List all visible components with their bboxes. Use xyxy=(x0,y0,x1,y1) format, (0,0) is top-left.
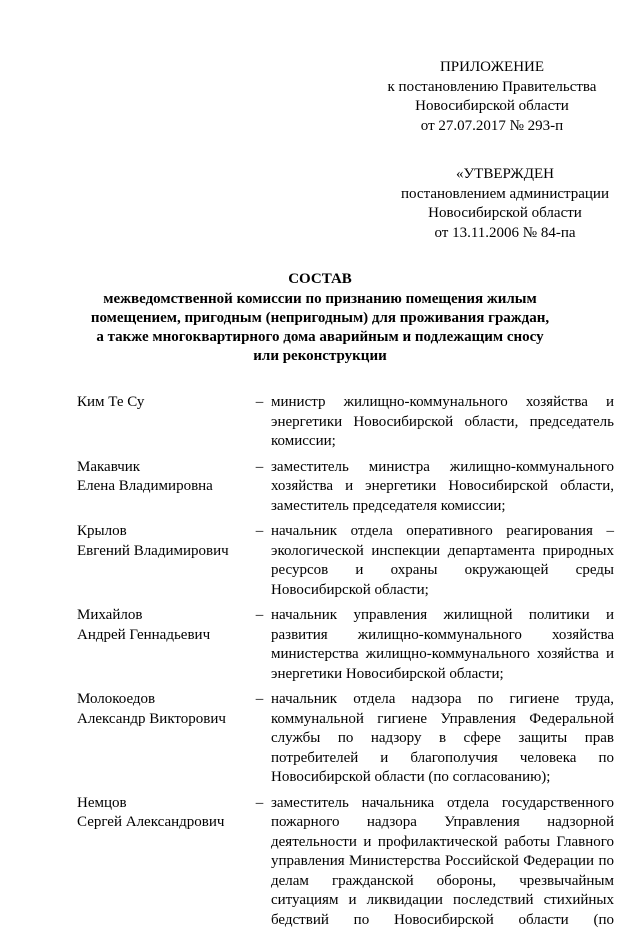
member-surname: Ким Те Су xyxy=(77,394,145,410)
member-position: начальник отдела надзора по гигиене труда, коммунальной гигиене Управления Федеральной службы по надзору в сфере защиты прав потребителей и благополучия человека по Новосибирской области (по согласованию); xyxy=(271,691,614,785)
member-row xyxy=(0,393,640,452)
approved-line: Новосибирской области xyxy=(428,205,582,221)
member-name xyxy=(77,606,247,684)
member-position: заместитель министра жилищно-коммунального хозяйства и энергетики Новосибирской области, заместитель председателя комиссии; xyxy=(271,458,614,514)
member-given-name: Александр Викторович xyxy=(77,710,226,727)
title-line: помещением, пригодным (непригодным) для проживания граждан, xyxy=(90,310,550,326)
member-dash: – xyxy=(255,458,264,475)
member-row xyxy=(0,794,640,931)
member-name xyxy=(77,794,247,931)
member-given-name: Андрей Геннадьевич xyxy=(77,626,211,643)
member-position: начальник управления жилищной политики и развития жилищно-коммунального хозяйства министерства жилищно-коммунального хозяйства и энергетики Новосибирской области; xyxy=(271,607,614,682)
approved-block xyxy=(385,165,625,243)
member-dash: – xyxy=(255,691,264,707)
approved-line: от 13.11.2006 № 84-па xyxy=(434,224,576,241)
title-line: или реконструкции xyxy=(253,348,387,364)
member-name xyxy=(77,690,247,788)
member-position: начальник отдела оперативного реагирования – экологической инспекции департамента природных ресурсов и охраны окружающей среды Новосибирской области; xyxy=(271,523,614,598)
appendix-line: к постановлению Правительства xyxy=(387,78,597,95)
member-dash: – xyxy=(255,523,264,539)
member-surname: Молокоедов xyxy=(77,691,156,707)
member-row xyxy=(0,690,640,788)
member-row xyxy=(0,522,640,600)
member-given-name: Евгений Владимирович xyxy=(77,542,229,559)
member-given-name: Елена Владимировна xyxy=(77,478,213,494)
title-heading: СОСТАВ xyxy=(288,271,352,287)
appendix-block xyxy=(372,58,612,136)
member-surname: Немцов xyxy=(77,794,127,811)
member-position: заместитель начальника отдела государственного пожарного надзора Управления надзорной деятельности и профилактической работы Главного управления Министерства Российской Федерации по делам гражданской обороны, чрезвычайным ситуациям и ликвидации последствий стихийных бедствий по Новосибирской области (по xyxy=(271,794,614,928)
title-line: межведомственной комиссии по признанию помещения жилым xyxy=(103,291,537,307)
member-dash: – xyxy=(255,794,264,811)
member-position: министр жилищно-коммунального хозяйства и энергетики Новосибирской области, председатель комиссии; xyxy=(271,394,614,449)
member-given-name: Сергей Александрович xyxy=(77,814,225,830)
appendix-line: Новосибирской области xyxy=(415,98,569,114)
member-surname: Крылов xyxy=(77,523,127,539)
members-list xyxy=(0,393,640,936)
approved-line: постановлением администрации xyxy=(401,185,609,202)
member-dash: – xyxy=(255,607,264,623)
member-name xyxy=(77,458,247,517)
member-row xyxy=(0,606,640,684)
approved-line: «УТВЕРЖДЕН xyxy=(456,166,554,182)
member-name xyxy=(77,393,247,452)
member-name xyxy=(77,522,247,600)
member-surname: Михайлов xyxy=(77,607,143,623)
appendix-line: от 27.07.2017 № 293-п xyxy=(420,117,564,134)
member-surname: Макавчик xyxy=(77,458,141,475)
document-title xyxy=(40,270,600,366)
appendix-line: ПРИЛОЖЕНИЕ xyxy=(439,59,545,75)
member-dash: – xyxy=(255,394,264,410)
title-line: а также многоквартирного дома аварийным и подлежащим сносу xyxy=(96,329,544,345)
member-row xyxy=(0,458,640,517)
